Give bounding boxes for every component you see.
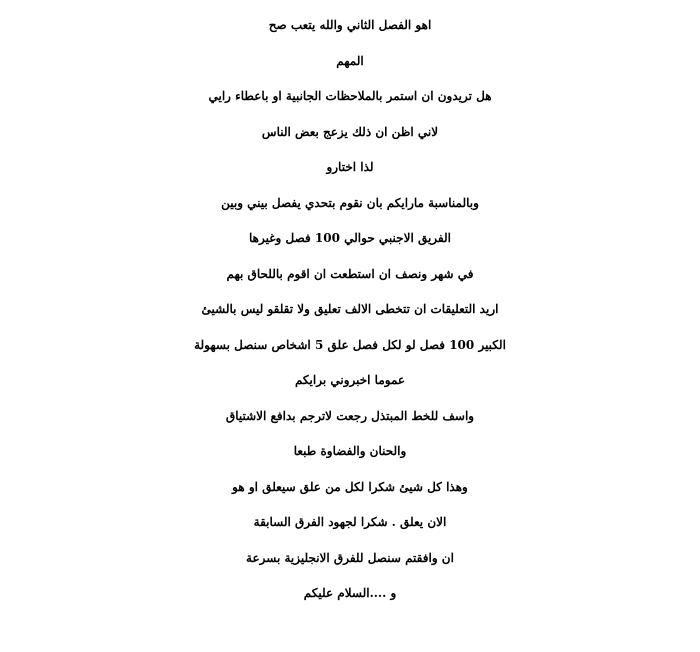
- text-line: الان يعلق . شكرا لجهود الفرق السابقة: [253, 515, 447, 529]
- text-line: و ....السلام عليكم: [303, 586, 397, 600]
- text-line: الكبير 100 فصل لو لكل فصل علق 5 اشخاص سنصل بسهولة: [194, 337, 506, 352]
- text-line: اريد التعليقات ان تتخطى الالف تعليق ولا تقلقو ليس بالشيئ: [201, 302, 499, 316]
- text-line: وبالمناسبة مارايكم بان نقوم بتحدي يفصل بيني وبين: [221, 195, 479, 210]
- text-line: والحنان والفضاوة طبعا: [293, 444, 407, 458]
- text-line: ان وافقتم سنصل للفرق الانجليزية بسرعة: [246, 550, 454, 565]
- text-line: لاني اظن ان ذلك يزعج بعض الناس: [261, 124, 439, 139]
- text-line: واسف للخط المبتذل رجعت لاترجم بدافع الاشتياق: [225, 408, 475, 423]
- text-line: المهم: [336, 53, 364, 68]
- text-line: هل تريدون ان استمر بالملاحظات الجانبية او باعطاء رايي: [208, 89, 492, 103]
- text-line: لذا اختارو: [326, 160, 374, 174]
- text-line: في شهر ونصف ان استطعت ان اقوم باللحاق بهم: [226, 266, 474, 281]
- text-line: عموما اخبروني برايكم: [294, 373, 406, 387]
- text-line: وهذا كل شيئ شكرا لكل من علق سيعلق او هو: [232, 479, 468, 494]
- text-line: اهو الفصل الثاني والله يتعب صح: [268, 18, 432, 32]
- text-line: الفريق الاجنبي حوالي 100 فصل وغيرها: [249, 231, 451, 245]
- document-body: [0, 8, 700, 612]
